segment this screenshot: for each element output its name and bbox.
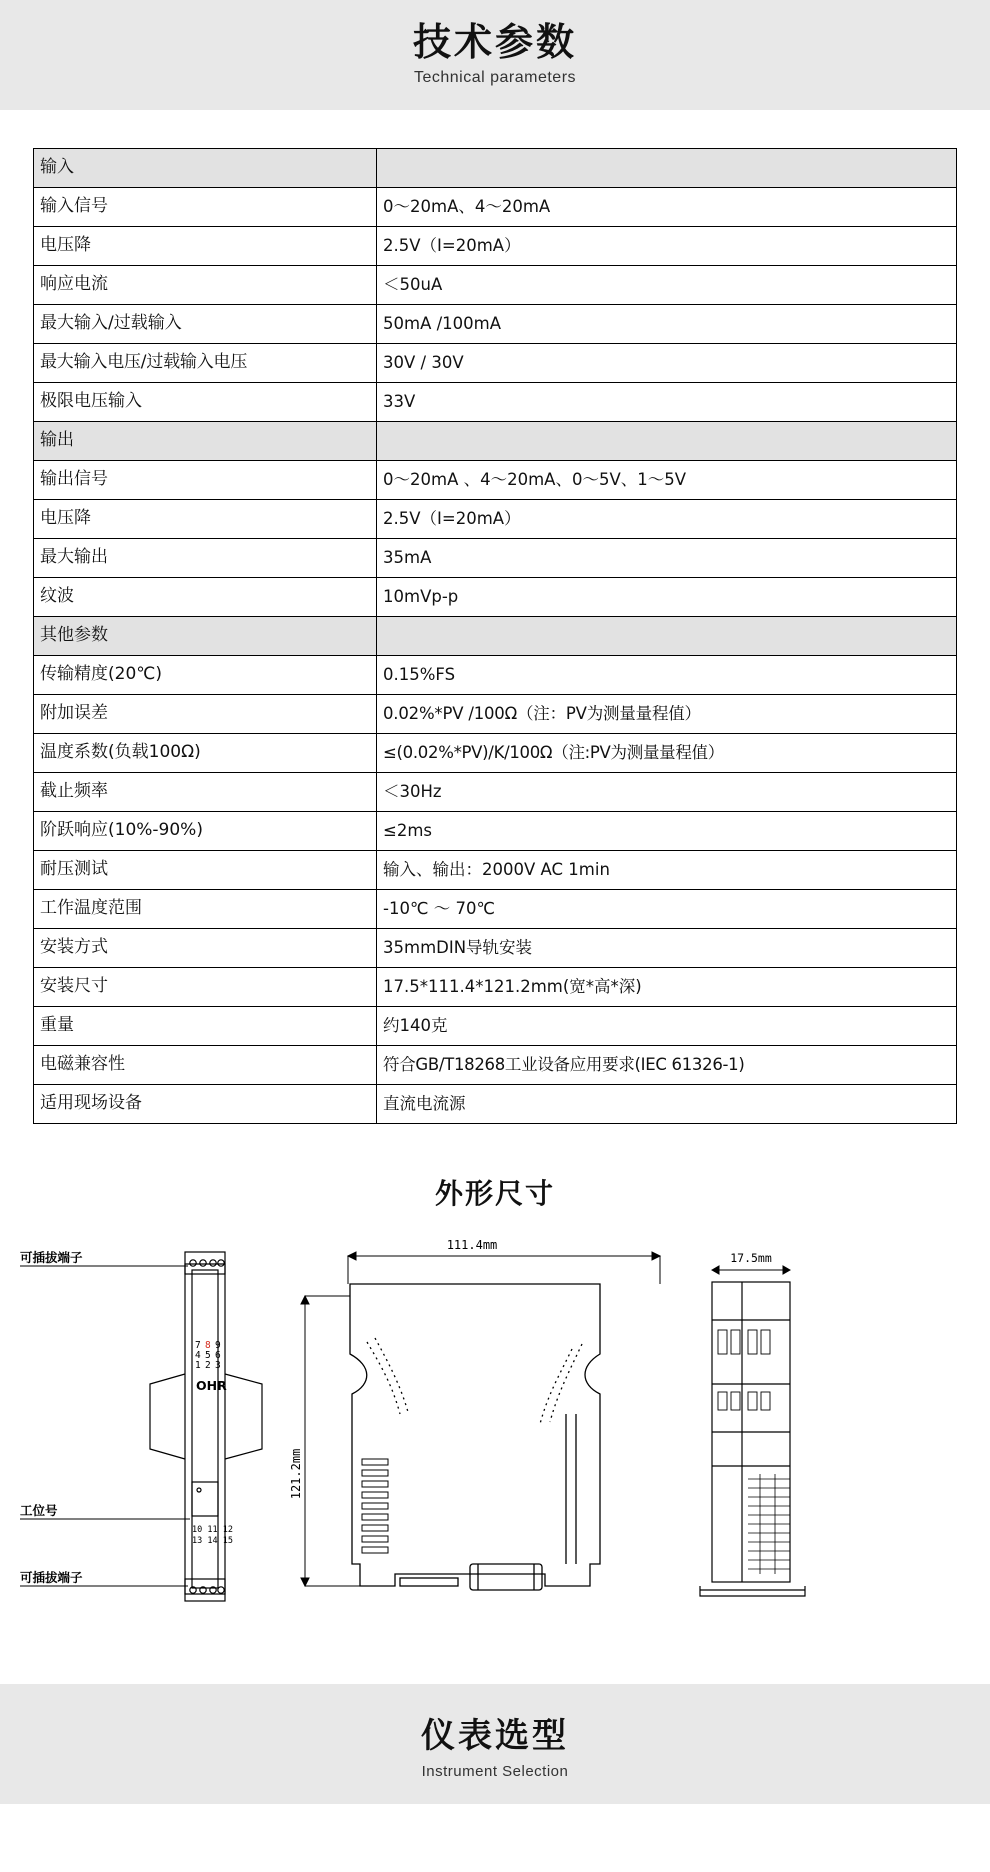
- table-row: [34, 188, 957, 227]
- spec-table-wrap: [33, 148, 957, 1124]
- spec-label: 耐压测试: [34, 851, 377, 890]
- svg-text:5: 5: [205, 1350, 211, 1361]
- spec-label: 电磁兼容性: [34, 1046, 377, 1085]
- table-section-row: [34, 422, 957, 461]
- table-row: [34, 812, 957, 851]
- spec-label: 工作温度范围: [34, 890, 377, 929]
- spec-value: 约140克: [377, 1007, 957, 1046]
- spec-label: 响应电流: [34, 266, 377, 305]
- table-row: [34, 1007, 957, 1046]
- svg-text:2: 2: [205, 1360, 211, 1371]
- width-dimension-label: 111.4mm: [446, 1238, 498, 1252]
- spec-value: ≤2ms: [377, 812, 957, 851]
- height-dimension-label: 121.2mm: [289, 1448, 303, 1500]
- spec-value: [377, 422, 957, 461]
- table-section-row: [34, 149, 957, 188]
- spec-value: 0.15%FS: [377, 656, 957, 695]
- svg-text:8: 8: [205, 1340, 211, 1351]
- spec-value: 2.5V（I=20mA）: [377, 500, 957, 539]
- table-row: [34, 539, 957, 578]
- table-row: [34, 929, 957, 968]
- table-row: [34, 578, 957, 617]
- spec-label: 适用现场设备: [34, 1085, 377, 1124]
- top-terminal-numbers: [195, 1340, 221, 1371]
- svg-text:1: 1: [195, 1360, 201, 1371]
- spec-value: [377, 149, 957, 188]
- table-row: [34, 656, 957, 695]
- spec-value: 10mVp-p: [377, 578, 957, 617]
- table-row: [34, 266, 957, 305]
- svg-text:10 11 12: 10 11 12: [192, 1525, 233, 1535]
- table-row: [34, 1085, 957, 1124]
- spec-label: 重量: [34, 1007, 377, 1046]
- dimension-drawing-svg: [0, 1234, 990, 1654]
- spec-label: 其他参数: [34, 617, 377, 656]
- spec-label: 传输精度(20℃): [34, 656, 377, 695]
- table-row: [34, 500, 957, 539]
- technical-parameters-header: [0, 0, 990, 110]
- svg-text:4: 4: [195, 1350, 201, 1361]
- instrument-selection-footer: [0, 1684, 990, 1804]
- spec-label: 电压降: [34, 500, 377, 539]
- table-row: [34, 1046, 957, 1085]
- table-section-row: [34, 617, 957, 656]
- svg-text:7: 7: [195, 1340, 201, 1351]
- spec-label: 电压降: [34, 227, 377, 266]
- table-row: [34, 695, 957, 734]
- spec-value: 输入、输出：2000V AC 1min: [377, 851, 957, 890]
- spec-value: 35mA: [377, 539, 957, 578]
- callout-top-terminal: 可插拔端子: [20, 1250, 83, 1265]
- brand-label: OHR: [196, 1378, 227, 1393]
- spec-value: 0.02%*PV /100Ω（注：PV为测量量程值）: [377, 695, 957, 734]
- spec-label: 输出: [34, 422, 377, 461]
- spec-value: 35mmDIN导轨安装: [377, 929, 957, 968]
- spec-label: 极限电压输入: [34, 383, 377, 422]
- table-row: [34, 968, 957, 1007]
- spec-value: -10℃ ～ 70℃: [377, 890, 957, 929]
- spec-label: 最大输入电压/过载输入电压: [34, 344, 377, 383]
- spec-value: [377, 617, 957, 656]
- table-row: [34, 851, 957, 890]
- callout-tag-number: 工位号: [20, 1503, 58, 1518]
- spec-value: 2.5V（I=20mA）: [377, 227, 957, 266]
- spec-value: ≤(0.02%*PV)/K/100Ω（注:PV为测量量程值）: [377, 734, 957, 773]
- footer-subtitle: Instrument Selection: [421, 1763, 569, 1780]
- spec-label: 输出信号: [34, 461, 377, 500]
- spec-label: 纹波: [34, 578, 377, 617]
- spec-label: 截止频率: [34, 773, 377, 812]
- table-row: [34, 734, 957, 773]
- depth-dimension-label: 17.5mm: [730, 1251, 772, 1265]
- spec-label: 附加误差: [34, 695, 377, 734]
- spec-table-body: [34, 149, 957, 1124]
- spec-value: 0～20mA、4～20mA: [377, 188, 957, 227]
- spec-label: 输入: [34, 149, 377, 188]
- spec-label: 温度系数(负载100Ω): [34, 734, 377, 773]
- spec-label: 阶跃响应(10%-90%): [34, 812, 377, 851]
- bottom-terminal-numbers: [192, 1525, 233, 1546]
- svg-text:13 14 15: 13 14 15: [192, 1536, 233, 1546]
- spec-value: 33V: [377, 383, 957, 422]
- spec-value: 符合GB/T18268工业设备应用要求(IEC 61326-1): [377, 1046, 957, 1085]
- table-row: [34, 383, 957, 422]
- spec-label: 最大输入/过载输入: [34, 305, 377, 344]
- table-row: [34, 305, 957, 344]
- spec-value: ＜30Hz: [377, 773, 957, 812]
- spec-value: 30V / 30V: [377, 344, 957, 383]
- footer-title: 仪表选型: [421, 1716, 569, 1756]
- spec-label: 安装尺寸: [34, 968, 377, 1007]
- dimensions-heading: 外形尺寸: [434, 1177, 555, 1210]
- table-row: [34, 227, 957, 266]
- page-title: 技术参数: [412, 20, 577, 65]
- table-row: [34, 773, 957, 812]
- dimensions-drawing: [0, 1234, 990, 1654]
- technical-parameters-table: [33, 148, 957, 1124]
- callout-bottom-terminal: 可插拔端子: [20, 1570, 83, 1585]
- spec-value: 直流电流源: [377, 1085, 957, 1124]
- spec-label: 输入信号: [34, 188, 377, 227]
- spec-value: ＜50uA: [377, 266, 957, 305]
- svg-text:9: 9: [215, 1340, 221, 1351]
- page-subtitle: Technical parameters: [413, 68, 577, 86]
- svg-text:6: 6: [215, 1350, 221, 1361]
- spec-label: 安装方式: [34, 929, 377, 968]
- spec-value: 17.5*111.4*121.2mm(宽*高*深): [377, 968, 957, 1007]
- table-row: [34, 890, 957, 929]
- table-row: [34, 461, 957, 500]
- spec-value: 50mA /100mA: [377, 305, 957, 344]
- spec-label: 最大输出: [34, 539, 377, 578]
- spec-value: 0～20mA 、4～20mA、0～5V、1～5V: [377, 461, 957, 500]
- table-row: [34, 344, 957, 383]
- svg-text:3: 3: [215, 1360, 221, 1371]
